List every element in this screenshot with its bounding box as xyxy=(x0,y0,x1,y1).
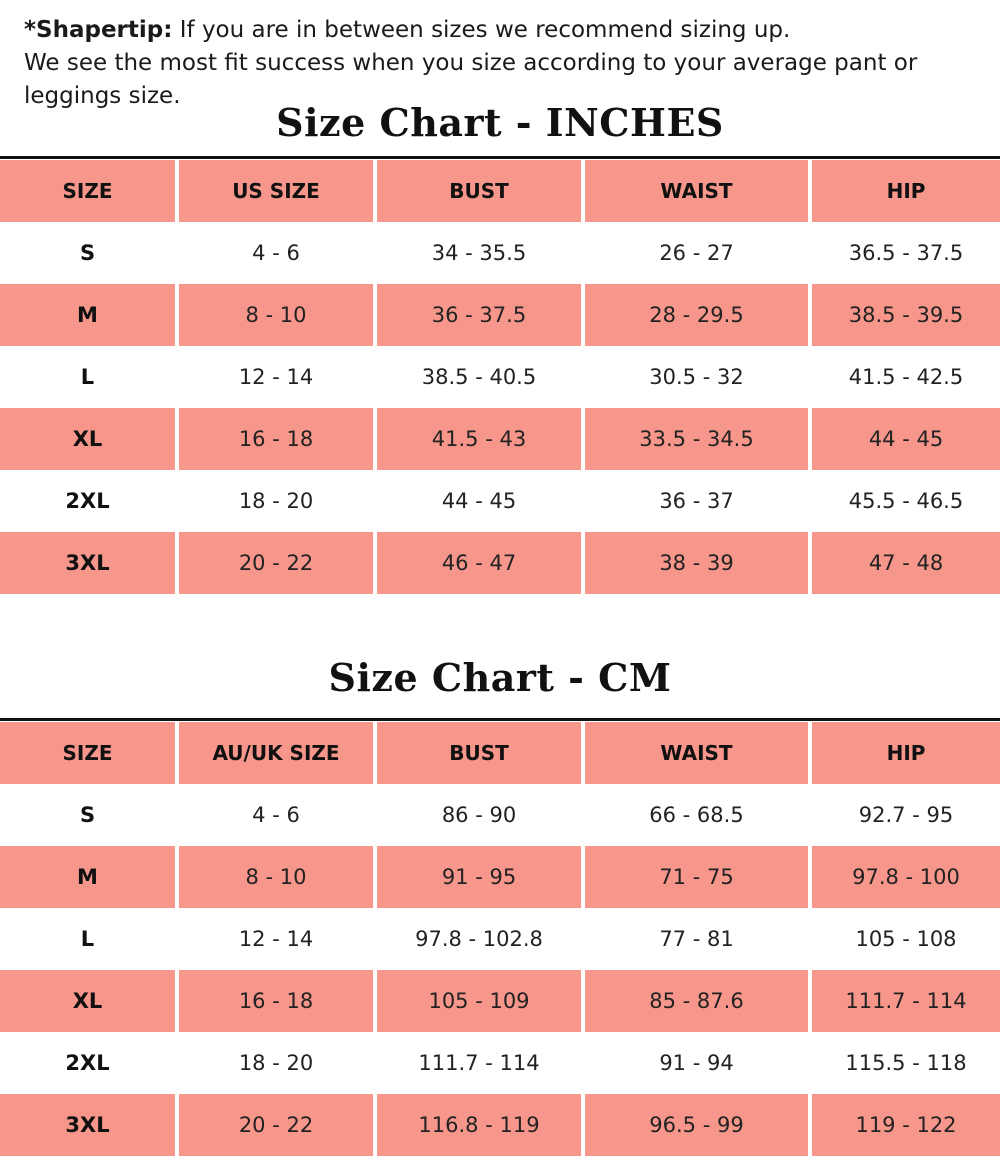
size-cell: M xyxy=(0,284,175,346)
table-row xyxy=(0,284,1000,346)
table-row xyxy=(0,908,1000,970)
shapertip-text-1: If you are in between sizes we recommend sizing up. xyxy=(172,17,791,43)
hip-cell: 38.5 - 39.5 xyxy=(812,284,1000,346)
bust-cell: 116.8 - 119 xyxy=(377,1094,581,1156)
bust-cell: 97.8 - 102.8 xyxy=(415,927,543,951)
hip-cell: 44 - 45 xyxy=(812,408,1000,470)
waist-cell: 26 - 27 xyxy=(659,241,734,265)
waist-cell: 28 - 29.5 xyxy=(585,284,808,346)
bust-cell: 86 - 90 xyxy=(441,803,517,827)
shapertip-label: *Shapertip: xyxy=(24,17,173,43)
us-size-cell: 8 - 10 xyxy=(179,284,373,346)
hip-cell: 92.7 - 95 xyxy=(858,803,954,827)
size-cell: 3XL xyxy=(0,1094,175,1156)
au-uk-size-cell: 8 - 10 xyxy=(179,846,373,908)
bust-cell: 34 - 35.5 xyxy=(431,241,527,265)
hip-cell: 45.5 - 46.5 xyxy=(848,489,964,513)
bust-cell: 44 - 45 xyxy=(441,489,517,513)
cm-divider xyxy=(0,718,1000,721)
header-cell-bust: BUST xyxy=(377,722,581,784)
au-uk-size-cell: 12 - 14 xyxy=(238,927,314,951)
waist-cell: 77 - 81 xyxy=(659,927,734,951)
cm-chart-title: Size Chart - CM xyxy=(328,655,672,700)
waist-cell: 33.5 - 34.5 xyxy=(585,408,808,470)
table-header-row xyxy=(0,160,1000,222)
shapertip-note xyxy=(24,14,984,113)
size-cell: 3XL xyxy=(0,532,175,594)
hip-cell: 41.5 - 42.5 xyxy=(848,365,964,389)
size-cell: S xyxy=(79,803,96,827)
waist-cell: 38 - 39 xyxy=(585,532,808,594)
header-cell-size: SIZE xyxy=(0,160,175,222)
bust-cell: 111.7 - 114 xyxy=(418,1051,540,1075)
us-size-cell: 20 - 22 xyxy=(179,532,373,594)
header-cell-waist: WAIST xyxy=(585,160,808,222)
hip-cell: 105 - 108 xyxy=(855,927,957,951)
hip-cell: 119 - 122 xyxy=(812,1094,1000,1156)
size-cell: L xyxy=(80,365,95,389)
table-row xyxy=(0,222,1000,284)
size-cell: 2XL xyxy=(65,1051,110,1075)
table-row xyxy=(0,532,1000,594)
us-size-cell: 18 - 20 xyxy=(238,489,314,513)
bust-cell: 91 - 95 xyxy=(377,846,581,908)
size-cell: XL xyxy=(0,408,175,470)
header-cell-us-size: US SIZE xyxy=(179,160,373,222)
waist-cell: 66 - 68.5 xyxy=(649,803,744,827)
table-row xyxy=(0,1032,1000,1094)
waist-cell: 71 - 75 xyxy=(585,846,808,908)
table-row xyxy=(0,346,1000,408)
hip-cell: 111.7 - 114 xyxy=(812,970,1000,1032)
size-cell: M xyxy=(0,846,175,908)
size-cell: XL xyxy=(0,970,175,1032)
waist-cell: 96.5 - 99 xyxy=(585,1094,808,1156)
bust-cell: 46 - 47 xyxy=(377,532,581,594)
hip-cell: 47 - 48 xyxy=(812,532,1000,594)
table-row xyxy=(0,784,1000,846)
bust-cell: 38.5 - 40.5 xyxy=(421,365,537,389)
table-row xyxy=(0,970,1000,1032)
header-cell-hip: HIP xyxy=(812,160,1000,222)
bust-cell: 105 - 109 xyxy=(377,970,581,1032)
hip-cell: 97.8 - 100 xyxy=(812,846,1000,908)
inches-chart-title: Size Chart - INCHES xyxy=(276,100,724,145)
hip-cell: 115.5 - 118 xyxy=(845,1051,967,1075)
us-size-cell: 12 - 14 xyxy=(238,365,314,389)
size-cell: S xyxy=(79,241,96,265)
header-cell-au-uk-size: AU/UK SIZE xyxy=(179,722,373,784)
waist-cell: 36 - 37 xyxy=(659,489,734,513)
hip-cell: 36.5 - 37.5 xyxy=(848,241,964,265)
table-row xyxy=(0,470,1000,532)
shapertip-text-2: We see the most fit success when you size according to your average pant or leggings size. xyxy=(24,50,918,109)
waist-cell: 91 - 94 xyxy=(659,1051,734,1075)
header-cell-waist: WAIST xyxy=(585,722,808,784)
table-row xyxy=(0,408,1000,470)
table-row xyxy=(0,846,1000,908)
bust-cell: 36 - 37.5 xyxy=(377,284,581,346)
bust-cell: 41.5 - 43 xyxy=(377,408,581,470)
au-uk-size-cell: 16 - 18 xyxy=(179,970,373,1032)
au-uk-size-cell: 18 - 20 xyxy=(238,1051,314,1075)
size-cell: L xyxy=(80,927,95,951)
au-uk-size-cell: 20 - 22 xyxy=(179,1094,373,1156)
us-size-cell: 16 - 18 xyxy=(179,408,373,470)
table-header-row xyxy=(0,722,1000,784)
size-cell: 2XL xyxy=(65,489,110,513)
au-uk-size-cell: 4 - 6 xyxy=(252,803,300,827)
header-cell-bust: BUST xyxy=(377,160,581,222)
header-cell-size: SIZE xyxy=(0,722,175,784)
us-size-cell: 4 - 6 xyxy=(252,241,300,265)
waist-cell: 85 - 87.6 xyxy=(585,970,808,1032)
table-row xyxy=(0,1094,1000,1156)
header-cell-hip: HIP xyxy=(812,722,1000,784)
waist-cell: 30.5 - 32 xyxy=(649,365,744,389)
inches-divider xyxy=(0,156,1000,159)
